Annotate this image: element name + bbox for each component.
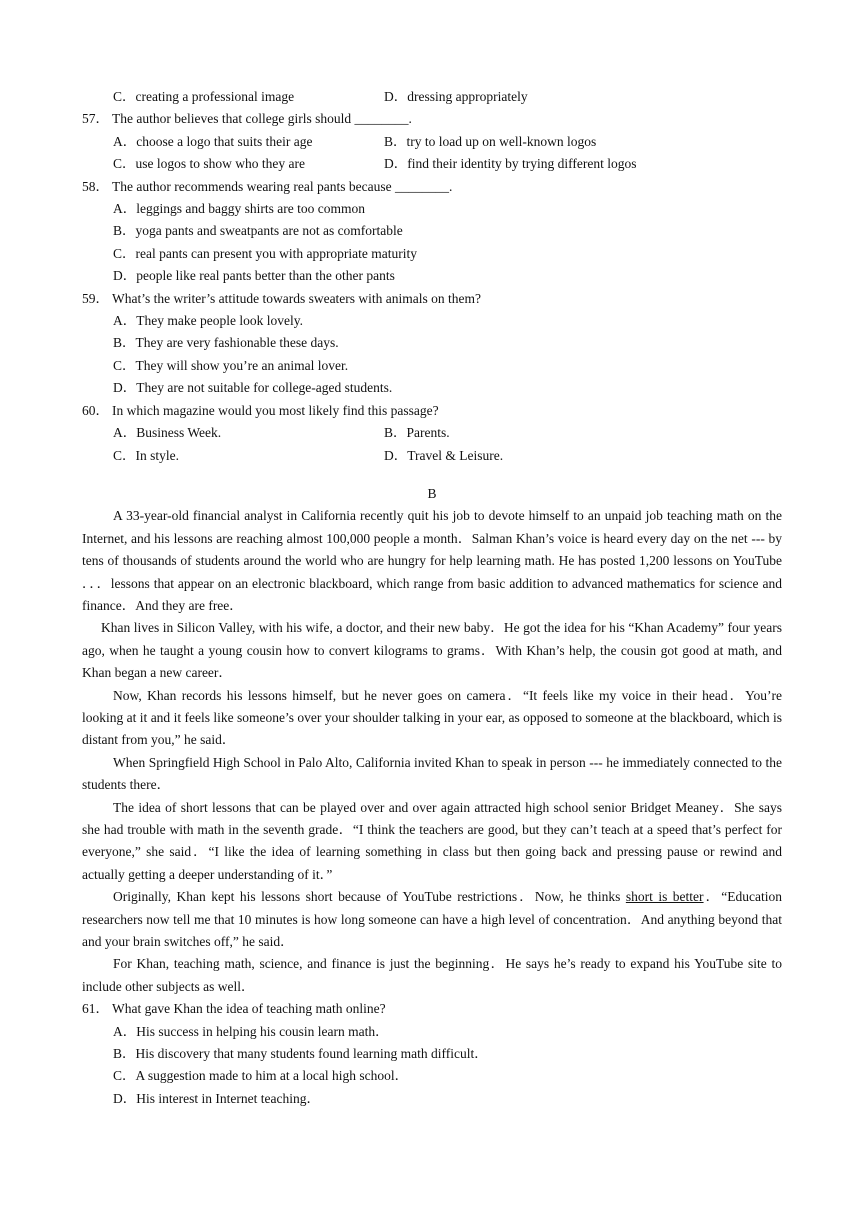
question-59-number: 59．: [82, 290, 109, 306]
question-59: [82, 288, 782, 310]
q61-option-d: D．His interest in Internet teaching．: [113, 1090, 320, 1106]
q57-option-a: A．choose a logo that suits their age: [113, 133, 313, 149]
question-57-number: 57．: [82, 111, 109, 127]
question-61-stem: What gave Khan the idea of teaching math online?: [112, 1001, 386, 1017]
underlined-phrase-short-is-better: short is better: [625, 889, 704, 905]
passage-paragraph-6-end: ．“Education researchers now tell me that 10 minutes is how long someone can have a high level of concentration．And anything beyond that and your brain switches off,” he said．: [82, 889, 782, 950]
q57-options-ab: [82, 131, 782, 153]
q60-options-cd: [82, 445, 782, 467]
q61-option-a: A．His success in helping his cousin learn math．: [113, 1023, 389, 1039]
q58-option-b: B．yoga pants and sweatpants are not as comfortable: [113, 223, 403, 239]
q61-option-c: C．A suggestion made to him at a local high school．: [113, 1068, 409, 1084]
passage-paragraph-5: The idea of short lessons that can be played over and over again attracted high school senior Bridget Meaney．She says she had trouble with math in the seventh grade．“I think the teachers are good, but they can’t teach at a speed that’s perfect for everyone,” she said．“I like the idea of learning something in class but then going back and pressing pause or rewind and actually getting a deeper understanding of it．”: [82, 799, 782, 882]
passage-paragraph-6: [82, 886, 782, 953]
passage-paragraph-6-start: Originally, Khan kept his lessons short because of YouTube restrictions．Now, he thinks: [113, 889, 626, 905]
q58-option-d: D．people like real pants better than the other pants: [113, 268, 395, 284]
q56-option-c: C．creating a professional image: [113, 89, 295, 104]
q59-option-c: C．They will show you’re an animal lover.: [113, 357, 349, 373]
q57-option-d: D．find their identity by trying different logos: [384, 156, 637, 172]
question-58-stem: The author recommends wearing real pants because ________.: [112, 178, 453, 194]
question-58: [82, 176, 782, 198]
q57-option-b: B．try to load up on well-known logos: [384, 133, 597, 149]
q57-option-c: C．use logos to show who they are: [113, 156, 305, 172]
q58-option-a: A．leggings and baggy shirts are too common: [113, 201, 365, 217]
question-60-stem: In which magazine would you most likely find this passage?: [112, 402, 439, 418]
question-61-number: 61．: [82, 1001, 109, 1017]
q60-option-c: C．In style.: [113, 447, 179, 463]
q59-option-a: A．They make people look lovely.: [113, 313, 303, 329]
question-60-number: 60．: [82, 402, 109, 418]
q59-option-d: D．They are not suitable for college-aged students.: [113, 380, 393, 396]
question-57-stem: The author believes that college girls should ________.: [112, 111, 412, 127]
q60-option-d: D．Travel & Leisure.: [384, 447, 504, 463]
passage-paragraph-4: When Springfield High School in Palo Alto, California invited Khan to speak in person --- he immediately connected to the students there．: [82, 754, 782, 793]
question-61: [82, 998, 782, 1020]
question-60: [82, 400, 782, 422]
passage-paragraph-1: A 33-year-old financial analyst in California recently quit his job to devote himself to an unpaid job teaching math on the Internet, and his lessons are reaching almost 100,000 people a month．Salman Khan’s voice is heard every day on the net --- by tens of thousands of students around the world who are hungry for help learning math. He has posted 1,200 lessons on YouTube ．．．lessons that appear on an electronic blackboard, which range from basic addition to advanced mathematics for science and finance．And they are free．: [82, 508, 782, 613]
q60-options-ab: [82, 422, 782, 444]
passage-paragraph-3: Now, Khan records his lessons himself, but he never goes on camera．“It feels like my voice in their head．You’re looking at it and it feels like someone’s over your shoulder talking in your ear, as opposed to someone at the blackboard, which is distant from you,” he said．: [82, 687, 782, 748]
question-58-number: 58．: [82, 178, 109, 194]
q56-options-cd: [82, 86, 782, 108]
q60-option-b: B．Parents.: [384, 425, 450, 441]
question-57: [82, 108, 782, 130]
q59-option-b: B．They are very fashionable these days.: [113, 335, 339, 351]
question-59-stem: What’s the writer’s attitude towards sweaters with animals on them?: [112, 290, 482, 306]
q58-option-c: C．real pants can present you with appropriate maturity: [113, 245, 418, 261]
section-b-title: B: [427, 485, 437, 501]
q57-options-cd: [82, 153, 782, 175]
q60-option-a: A．Business Week.: [113, 425, 222, 441]
q61-option-b: B．His discovery that many students found learning math difficult．: [113, 1046, 488, 1062]
q56-option-d: D．dressing appropriately: [384, 89, 528, 104]
passage-paragraph-7: For Khan, teaching math, science, and finance is just the beginning．He says he’s ready to expand his YouTube site to include other subjects as well．: [82, 956, 782, 994]
page-content: [82, 86, 782, 1110]
passage-paragraph-2: Khan lives in Silicon Valley, with his wife, a doctor, and their new baby．He got the idea for his “Khan Academy” four years ago, when he taught a young cousin how to convert kilograms to grams．With Khan’s help, the cousin got good at math, and Khan began a new career．: [82, 620, 782, 681]
